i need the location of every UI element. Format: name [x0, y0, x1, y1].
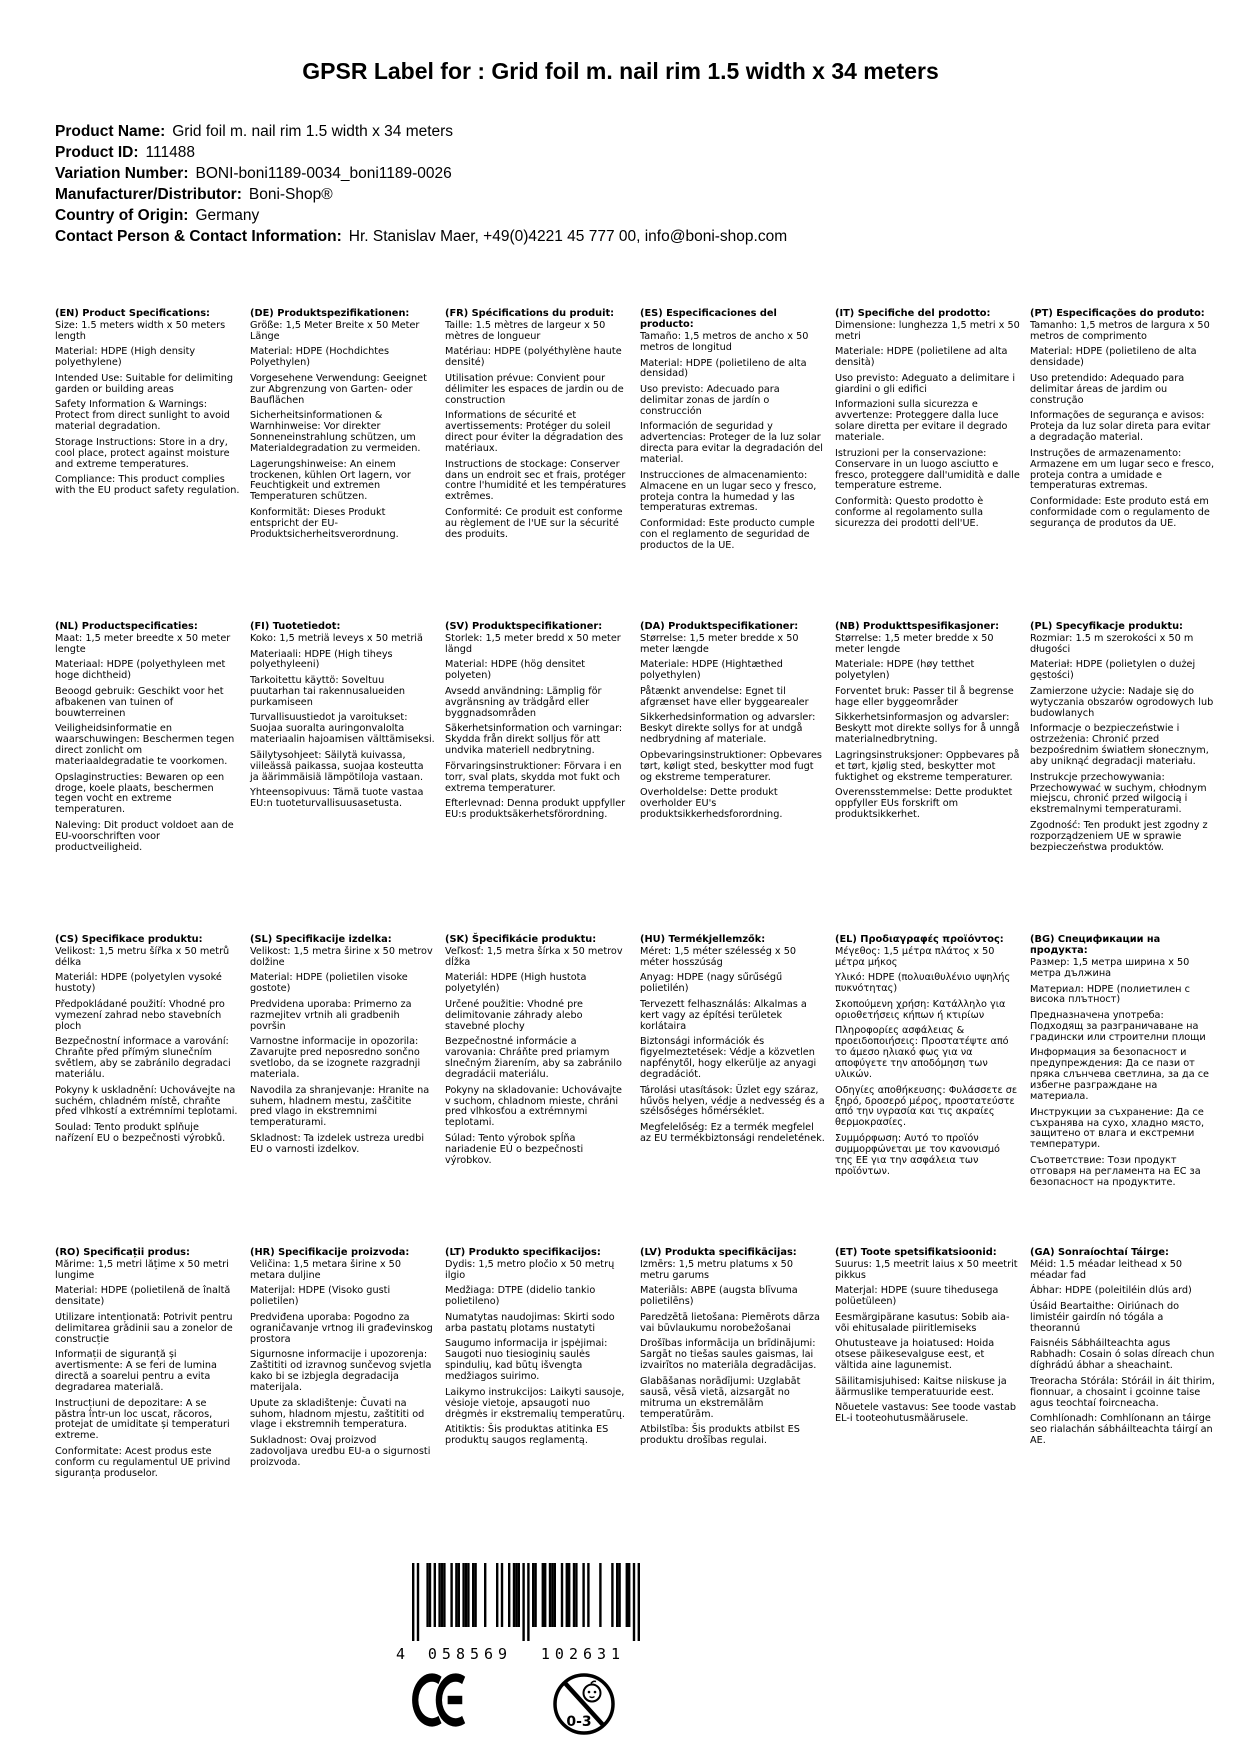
spec-paragraphs [445, 1260, 630, 1447]
spec-paragraph: Förvaringsinstruktioner: Förvara i en torr, sval plats, skydda mot fukt och extrema temperaturer. [445, 760, 622, 794]
spec-paragraph: Υλικό: HDPE (πολυαιθυλένιο υψηλής πυκνότητας) [835, 972, 1011, 995]
spec-paragraph: Konformität: Dieses Produkt entspricht der EU-Produktsicherheitsverordnung. [250, 506, 399, 540]
spec-block [1030, 934, 1215, 1247]
spec-paragraph: Инструкции за съхранение: Да се съхранява на сухо, хладно място, защитено от влага и екстремни температури. [1030, 1106, 1205, 1151]
spec-paragraph: Naleving: Dit product voldoet aan de EU-voorschriften voor productveiligheid. [55, 819, 234, 853]
product-info-label: Manufacturer/Distributor: [55, 186, 242, 203]
spec-paragraph: Informații de siguranță și avertismente: A se feri de lumina directă a soarelui pentru a evita degradarea materială. [55, 1349, 217, 1394]
spec-paragraph: Предназначена употреба: Подходящ за разграничаване на градински или строителни площи [1030, 1009, 1206, 1043]
spec-heading: (DA) Produktspecifikationer: [640, 621, 799, 632]
spec-paragraph: Instruções de armazenamento: Armazene em um lugar seco e fresco, proteja contra a umidade e temperaturas extremas. [1030, 447, 1215, 492]
spec-paragraph: Информация за безопасност и предупреждения: Да се пази от пряка слънчева светлина, за да се избегне разграждане на материала. [1030, 1047, 1210, 1103]
spec-paragraph: Informazioni sulla sicurezza e avvertenze: Proteggere dalla luce solare diretta per evitare il degrado materiale. [835, 399, 1008, 444]
spec-paragraph: Uso pretendido: Adequado para delimitar áreas de jardim ou construção [1030, 372, 1185, 406]
spec-paragraph: Navodila za shranjevanje: Hranite na suhem, hladnem mestu, zaščitite pred vlago in ekstremnimi temperaturami. [250, 1084, 430, 1129]
spec-paragraphs [445, 634, 630, 821]
spec-paragraph: Informations de sécurité et avertissements: Protéger du soleil direct pour éviter la dégradation des matériaux. [445, 410, 624, 455]
spec-paragraph: Instrukcje przechowywania: Przechowywać w suchym, chłodnym miejscu, chronić przed wilgocią i ekstremalnymi temperaturami. [1030, 771, 1207, 816]
spec-block [640, 934, 825, 1247]
spec-heading: (FI) Tuotetiedot: [250, 621, 341, 632]
product-info-label: Product Name: [55, 123, 166, 140]
spec-paragraph: Tamanho: 1,5 metros de largura x 50 metros de comprimento [1030, 320, 1210, 343]
spec-paragraph: Nõuetele vastavus: See toode vastab EL-i tooteohutusmäärusele. [835, 1402, 1017, 1424]
spec-paragraph: Megfelelőség: Ez a termék megfelel az EU termékbiztonsági rendeletének. [640, 1121, 825, 1144]
spec-block [1030, 1247, 1215, 1560]
spec-paragraph: Conformità: Questo prodotto è conforme al regolamento sulla sicurezza dei prodotti dell'UE. [835, 495, 984, 529]
spec-paragraph: Materiaali: HDPE (High tiheys polyethyleeni) [250, 648, 393, 671]
product-info-value: Germany [195, 207, 260, 224]
spec-paragraphs [1030, 321, 1215, 530]
spec-paragraph: Sukladnost: Ovaj proizvod zadovoljava uredbu EU-a o sigurnosti proizvoda. [250, 1434, 431, 1468]
spec-paragraph: Materiaal: HDPE (polyethyleen met hoge dichtheid) [55, 659, 226, 682]
spec-paragraph: Určené použitie: Vhodné pre delimitovanie záhrady alebo stavebné plochy [445, 998, 584, 1032]
barcode-digits [396, 1643, 648, 1663]
spec-paragraph: Material: HDPE (polietileno de alta densidad) [640, 357, 807, 380]
spec-paragraph: Materijal: HDPE (Visoko gusti polietilen) [250, 1285, 391, 1308]
spec-heading: (EN) Product Specifications: [55, 308, 210, 319]
barcode-digit-first: 4 [396, 1645, 406, 1663]
spec-block [640, 621, 825, 934]
spec-paragraph: Súlad: Tento výrobok spĺňa nariadenie EÚ o bezpečnosti výrobkov. [445, 1132, 584, 1166]
barcode-digit-group2: 102631 [540, 1645, 626, 1663]
spec-paragraph: Efterlevnad: Denna produkt uppfyller EU:s produktsäkerhetsförordning. [445, 797, 626, 820]
spec-paragraph: Utilisation prévue: Convient pour délimiter les espaces de jardin ou de construction [445, 372, 624, 406]
spec-block [55, 934, 240, 1247]
spec-paragraph: Съответствие: Този продукт отговаря на регламента на ЕС за безопасност на продуктите. [1030, 1154, 1201, 1188]
spec-paragraph: Material: HDPE (polietileno de alta densidade) [1030, 346, 1197, 369]
spec-paragraph: Bezpečnostní informace a varování: Chraňte před přímým slunečním světlem, aby se zabránilo degradaci materiálu. [55, 1036, 231, 1081]
spec-paragraph: Paredzētā lietošana: Piemērots dārza vai būvlaukumu norobežošanai [640, 1311, 820, 1334]
spec-paragraph: Laikymo instrukcijos: Laikyti sausoje, vėsioje vietoje, apsaugoti nuo drėgmės ir ekstremalių temperatūrų. [445, 1386, 626, 1420]
spec-paragraph: Velikost: 1,5 metru šířka x 50 metrů délka [55, 946, 230, 969]
spec-paragraphs [835, 634, 1020, 821]
spec-paragraph: Materiale: HDPE (Hightæthed polyethylen) [640, 659, 783, 682]
spec-paragraph: Materiál: HDPE (High hustota polyetylén) [445, 972, 587, 995]
age-warning-0-3-icon [552, 1663, 616, 1745]
spec-paragraph: Méret: 1,5 méter szélesség x 50 méter hosszúság [640, 946, 797, 969]
ce-mark-icon [408, 1672, 472, 1728]
spec-paragraphs [445, 321, 630, 541]
spec-block [835, 1247, 1020, 1560]
spec-paragraphs [835, 321, 1020, 530]
spec-paragraph: Istruzioni per la conservazione: Conservare in un luogo asciutto e fresco, proteggere dall'umidità e dalle temperature estreme. [835, 447, 1020, 492]
spec-paragraph: Anyag: HDPE (nagy sűrűségű polietilén) [640, 972, 783, 995]
spec-paragraph: Conformidad: Este producto cumple con el reglamento de seguridad de productos de la UE. [640, 517, 815, 551]
spec-paragraph: Upute za skladištenje: Čuvati na suhom, hladnom mjestu, zaštititi od vlage i ekstremnih temperatura. [250, 1397, 425, 1431]
spec-heading: (ET) Toote spetsifikatsioonid: [835, 1247, 997, 1258]
spec-paragraph: Påtænkt anvendelse: Egnet til afgrænset have eller byggearealer [640, 685, 809, 708]
spec-paragraph: Soulad: Tento produkt splňuje nařízení EU o bezpečnosti výrobků. [55, 1121, 226, 1144]
spec-paragraph: Materiale: HDPE (høy tetthet polyetylen) [835, 659, 975, 682]
product-info-row [55, 205, 787, 226]
spec-block [445, 621, 630, 934]
spec-paragraph: Ohutusteave ja hoiatused: Hoida otsese päikesevalguse eest, et vältida aine lagunemist. [835, 1338, 995, 1372]
product-info-row [55, 226, 787, 247]
spec-block [445, 1247, 630, 1560]
spec-paragraph: Informações de segurança e avisos: Proteja da luz solar direta para evitar a degradação material. [1030, 410, 1211, 444]
spec-paragraph: Vorgesehene Verwendung: Geeignet zur Abgrenzung von Garten- oder Bauflächen [250, 372, 427, 406]
spec-heading: (PL) Specyfikacje produktu: [1030, 621, 1183, 632]
spec-paragraph: Zgodność: Ten produkt jest zgodny z rozporządzeniem UE w sprawie bezpieczeństwa produktów. [1030, 819, 1208, 853]
spec-paragraphs [835, 947, 1020, 1178]
spec-heading: (PT) Especificações do produto: [1030, 308, 1205, 319]
spec-paragraph: Safety Information & Warnings: Protect from direct sunlight to avoid material degradation. [55, 399, 230, 433]
spec-paragraph: Größe: 1,5 Meter Breite x 50 Meter Länge [250, 320, 420, 343]
spec-paragraphs [55, 321, 240, 497]
spec-paragraph: Forventet bruk: Passer til å begrense hage eller byggeområder [835, 685, 1014, 708]
spec-paragraph: Sigurnosne informacije i upozorenja: Zaštititi od izravnog sunčevog svjetla kako bi se izbjegla degradacija materijala. [250, 1349, 432, 1394]
spec-paragraph: Sicherheitsinformationen & Warnhinweise: Vor direkter Sonneneinstrahlung schützen, um Materialdegradation zu vermeiden. [250, 410, 421, 455]
spec-paragraph: Συμμόρφωση: Αυτό το προϊόν συμμορφώνεται με τον κανονισμό της ΕΕ για την ασφάλεια των προϊόντων. [835, 1132, 1000, 1177]
spec-paragraph: Skladnost: Ta izdelek ustreza uredbi EU o varnosti izdelkov. [250, 1132, 425, 1155]
spec-paragraph: Overensstemmelse: Dette produktet oppfyller EUs forskrift om produktsikkerhet. [835, 787, 1013, 820]
product-info-row [55, 142, 787, 163]
spec-paragraph: Veličina: 1,5 metara širine x 50 metara duljine [250, 1259, 402, 1282]
product-info-value: 111488 [145, 144, 195, 161]
spec-paragraph: Beoogd gebruik: Geschikt voor het afbakenen van tuinen of bouwterreinen [55, 685, 224, 719]
spec-heading: (HR) Specifikacije proizvoda: [250, 1247, 410, 1258]
spec-paragraph: Predviđena uporaba: Pogodno za ograničavanje vrtnog ili građevinskog prostora [250, 1311, 433, 1345]
spec-paragraph: Storlek: 1,5 meter bredd x 50 meter längd [445, 633, 621, 656]
spec-heading: (EL) Προδιαγραφές προϊόντος: [835, 934, 1004, 945]
product-info-row [55, 163, 787, 184]
spec-paragraph: Säilitamisjuhised: Kaitse niiskuse ja äärmuslike temperatuuride eest. [835, 1375, 1007, 1398]
spec-paragraph: Eesmärgipärane kasutus: Sobib aia- või ehitusalade piiritlemiseks [835, 1311, 1010, 1334]
spec-paragraph: Säkerhetsinformation och varningar: Skydda från direkt solljus för att undvika materiell nedbrytning. [445, 723, 623, 757]
spec-paragraph: Pokyny na skladovanie: Uchovávajte v suchom, chladnom mieste, chráni pred vlhkosťou a extrémnymi teplotami. [445, 1084, 622, 1129]
spec-block [1030, 308, 1215, 621]
spec-paragraph: Veiligheidsinformatie en waarschuwingen: Beschermen tegen direct zonlicht om materiaaldegradatie te voorkomen. [55, 723, 235, 768]
spec-paragraph: Πληροφορίες ασφάλειας & προειδοποιήσεις: Προστατέψτε από το άμεσο ηλιακό φως για να αποφύγετε την αποδόμηση των υλικών. [835, 1025, 1009, 1081]
spec-paragraph: Instrucțiuni de depozitare: A se păstra într-un loc uscat, răcoros, protejat de umiditate și temperaturi extreme. [55, 1397, 230, 1442]
spec-paragraph: Utilizare intenționată: Potrivit pentru delimitarea grădinii sau a zonelor de construcție [55, 1311, 233, 1345]
spec-paragraph: Conformidade: Este produto está em conformidade com o regulamento de segurança de produtos da UE. [1030, 495, 1210, 529]
spec-paragraph: Información de seguridad y advertencias: Proteger de la luz solar directa para evitar la degradación del material. [640, 421, 823, 466]
spec-block [445, 308, 630, 621]
product-info-value: BONI-boni1189-0034_boni1189-0026 [195, 165, 452, 182]
spec-paragraph: Glabāšanas norādījumi: Uzglabāt sausā, vēsā vietā, aizsargāt no mitruma un ekstremālām temperatūrām. [640, 1375, 801, 1420]
spec-paragraph: Tárolási utasítások: Üzlet egy száraz, hűvös helyen, védje a nedvesség és a szélsőséges hőmérséklet. [640, 1084, 825, 1118]
spec-paragraph: Predvidena uporaba: Primerno za razmejitev vrtnih ali gradbenih površin [250, 998, 412, 1032]
spec-paragraph: Varnostne informacije in opozorila: Zavarujte pred neposredno sončno svetlobo, da se izognete razgradnji materiala. [250, 1036, 421, 1081]
spec-paragraph: Opslaginstructies: Bewaren op een droge, koele plaats, beschermen tegen vocht en extreme temperaturen. [55, 771, 225, 816]
spec-paragraph: Úsáid Beartaithe: Oiriúnach do limistéir gairdín nó tógála a theorannú [1030, 1300, 1180, 1334]
spec-paragraph: Material: HDPE (Hochdichtes Polyethylen) [250, 346, 390, 369]
spec-heading: (CS) Specifikace produktu: [55, 934, 203, 945]
spec-paragraphs [640, 1260, 825, 1447]
spec-paragraph: Pokyny k uskladnění: Uchovávejte na suchém, chladném místě, chraňte před vlhkostí a extrémními teplotami. [55, 1084, 238, 1118]
spec-paragraph: Størrelse: 1,5 meter bredde x 50 meter lengde [835, 633, 994, 656]
spec-block [835, 621, 1020, 934]
spec-paragraphs [640, 634, 825, 821]
spec-paragraph: Biztonsági információk és figyelmeztetések: Védje a közvetlen napfénytől, hogy elkerülje az anyagi degradációt. [640, 1036, 817, 1081]
spec-paragraph: Material: HDPE (High density polyethylene) [55, 346, 196, 369]
spec-paragraph: Yhteensopivuus: Tämä tuote vastaa EU:n tuoteturvallisuusasetusta. [250, 787, 424, 809]
spec-paragraphs [1030, 634, 1215, 854]
spec-paragraphs [55, 1260, 240, 1480]
spec-paragraph: Izmērs: 1,5 metru platums x 50 metru garums [640, 1259, 794, 1282]
spec-block [835, 934, 1020, 1247]
spec-paragraphs [640, 947, 825, 1145]
spec-paragraph: Treoracha Stórála: Stóráil in áit thirim, fionnuar, a chosaint i gcoinne taise agus teochtaí foircneacha. [1030, 1375, 1215, 1409]
spec-paragraph: Σκοπούμενη χρήση: Κατάλληλο για οριοθετήσεις κήπων ή κτιρίων [835, 998, 1006, 1021]
spec-heading: (NB) Produkttspesifikasjoner: [835, 621, 999, 632]
spec-paragraph: Atitiktis: Šis produktas atitinka ES produktų saugos reglamentą. [445, 1423, 609, 1446]
spec-block [1030, 621, 1215, 934]
spec-paragraph: Intended Use: Suitable for delimiting garden or building areas [55, 372, 234, 395]
spec-block [250, 308, 435, 621]
spec-heading: (LT) Produkto specifikacijos: [445, 1247, 601, 1258]
spec-paragraph: Conformitate: Acest produs este conform cu regulamentul UE privind siguranța produselor. [55, 1445, 231, 1479]
product-info-value: Hr. Stanislav Maer, +49(0)4221 45 777 00, info@boni-shop.com [348, 228, 788, 245]
product-info-row [55, 184, 787, 205]
barcode-bars [396, 1563, 648, 1643]
spec-paragraph: Rozmiar: 1.5 m szerokości x 50 m długości [1030, 633, 1194, 656]
spec-paragraph: Materiál: HDPE (polyetylen vysoké hustoty) [55, 972, 222, 995]
spec-heading: (IT) Specifiche del prodotto: [835, 308, 991, 319]
spec-paragraph: Suurus: 1,5 meetrit laius x 50 meetrit pikkus [835, 1259, 1018, 1282]
spec-block [250, 621, 435, 934]
spec-paragraph: Uso previsto: Adeguato a delimitare i giardini o gli edifici [835, 372, 1016, 395]
spec-block [640, 1247, 825, 1560]
spec-paragraph: Conformité: Ce produit est conforme au règlement de l'UE sur la sécurité des produits. [445, 506, 623, 540]
spec-paragraph: Atbilstība: Šis produkts atbilst ES produktu drošības regulai. [640, 1423, 800, 1446]
spec-paragraph: Bezpečnostné informácie a varovania: Chráňte pred priamym slnečným žiarením, aby sa zabránilo degradácii materiálu. [445, 1036, 622, 1081]
spec-paragraph: Matériau: HDPE (polyéthylène haute densité) [445, 346, 622, 369]
spec-paragraph: Informacje o bezpieczeństwie i ostrzeżenia: Chronić przed bezpośrednim światłem słonecznym, aby uniknąć degradacji materiału. [1030, 723, 1209, 768]
spec-paragraph: Velikost: 1,5 metra širine x 50 metrov dolžine [250, 946, 433, 969]
spec-heading: (LV) Produkta specifikācijas: [640, 1247, 797, 1258]
spec-paragraphs [250, 947, 435, 1156]
product-info-row [55, 121, 787, 142]
spec-paragraph: Taille: 1.5 mètres de largeur x 50 mètres de longueur [445, 320, 606, 343]
product-info-label: Country of Origin: [55, 207, 189, 224]
spec-paragraph: Tervezett felhasználás: Alkalmas a kert vagy az építési területek korlátaira [640, 998, 807, 1032]
spec-heading: (BG) Спецификации на продукта: [1030, 934, 1161, 957]
spec-paragraph: Material: HDPE (hög densitet polyeten) [445, 659, 586, 682]
spec-paragraph: Materjal: HDPE (suure tihedusega polüetüleen) [835, 1285, 999, 1308]
spec-paragraph: Lagerungshinweise: An einem trockenen, kühlen Ort lagern, vor Feuchtigkeit und extremen Temperaturen schützen. [250, 458, 411, 503]
spec-paragraph: Veľkosť: 1,5 metra šírka x 50 metrov dĺžka [445, 946, 623, 969]
spec-paragraph: Opbevaringsinstruktioner: Opbevares tørt, køligt sted, beskytter mod fugt og ekstreme temperaturer. [640, 749, 822, 783]
spec-paragraph: Lagringsinstruksjoner: Oppbevares på et tørt, kjølig sted, beskytter mot fuktighet og ekstreme temperaturer. [835, 749, 1020, 783]
spec-grid [55, 308, 1215, 1560]
spec-paragraph: Instrucciones de almacenamiento: Almacene en un lugar seco y fresco, proteja contra la humedad y las temperaturas extremas. [640, 469, 817, 514]
spec-paragraph: Koko: 1,5 metriä leveys x 50 metriä [250, 633, 423, 645]
spec-paragraph: Storage Instructions: Store in a dry, cool place, protect against moisture and extreme temperatures. [55, 436, 230, 470]
spec-paragraph: Dydis: 1,5 metro pločio x 50 metrų ilgio [445, 1259, 615, 1282]
spec-paragraph: Předpokládané použití: Vhodné pro vymezení zahrad nebo stavebních ploch [55, 998, 225, 1032]
spec-paragraph: Numatytas naudojimas: Skirti sodo arba pastatų plotams nustatyti [445, 1311, 615, 1334]
spec-paragraphs [250, 321, 435, 541]
product-info-value: Grid foil m. nail rim 1.5 width x 34 meters [172, 123, 454, 140]
spec-paragraphs [55, 947, 240, 1145]
spec-paragraph: Size: 1.5 meters width x 50 meters length [55, 320, 226, 343]
spec-heading: (SV) Produktspecifikationer: [445, 621, 603, 632]
spec-paragraph: Dimensione: lunghezza 1,5 metri x 50 metri [835, 320, 1020, 343]
spec-paragraphs [835, 1260, 1020, 1425]
spec-paragraph: Materiale: HDPE (polietilene ad alta densità) [835, 346, 1008, 369]
spec-paragraph: Materiał: HDPE (polietylen o dużej gęstości) [1030, 659, 1196, 682]
spec-paragraph: Drošības informācija un brīdinājumi: Sargāt no tiešas saules gaismas, lai izvairītos no materiāla degradācijas. [640, 1338, 817, 1372]
age-warning-text: 0-3 [566, 1714, 592, 1730]
spec-paragraphs [445, 947, 630, 1167]
spec-paragraph: Säilytysohjeet: Säilytä kuivassa, viileässä paikassa, suojaa kosteutta ja äärimmäisiä lämpötiloja vastaan. [250, 749, 424, 783]
spec-paragraph: Sikkerhetsinformasjon og advarsler: Beskytt mot direkte sollys for å unngå materialnedbrytning. [835, 712, 1020, 746]
spec-block [55, 621, 240, 934]
spec-paragraph: Material: HDPE (polietilenă de înaltă densitate) [55, 1285, 231, 1308]
barcode-digit-group1: 058569 [427, 1645, 513, 1663]
spec-heading: (GA) Sonraíochtaí Táirge: [1030, 1247, 1169, 1258]
product-info-label: Product ID: [55, 144, 139, 161]
spec-paragraphs [640, 332, 825, 552]
spec-heading: (NL) Productspecificaties: [55, 621, 198, 632]
spec-block [835, 308, 1020, 621]
product-info-label: Contact Person & Contact Information: [55, 228, 342, 245]
spec-paragraph: Mărime: 1,5 metri lățime x 50 metri lungime [55, 1259, 229, 1282]
spec-block [640, 308, 825, 621]
spec-paragraphs [250, 634, 435, 810]
barcode [396, 1563, 648, 1663]
spec-paragraph: Material: HDPE (polietilen visoke gostote) [250, 972, 408, 995]
page-title: GPSR Label for : Grid foil m. nail rim 1.5 width x 34 meters [302, 58, 939, 84]
spec-paragraph: Ábhar: HDPE (poleitiléin dlús ard) [1030, 1285, 1192, 1297]
spec-block [250, 934, 435, 1247]
spec-paragraph: Medžiaga: DTPE (didelio tankio polietileno) [445, 1285, 596, 1308]
spec-heading: (FR) Spécifications du produit: [445, 308, 615, 319]
spec-paragraphs [250, 1260, 435, 1469]
spec-heading: (HU) Termékjellemzők: [640, 934, 766, 945]
spec-paragraph: Compliance: This product complies with the EU product safety regulation. [55, 474, 240, 496]
spec-heading: (RO) Specificații produs: [55, 1247, 190, 1258]
spec-paragraph: Størrelse: 1,5 meter bredde x 50 meter længde [640, 633, 799, 656]
spec-paragraph: Tarkoitettu käyttö: Soveltuu puutarhan tai rakennusalueiden purkamiseen [250, 674, 406, 708]
spec-paragraph: Saugumo informacija ir įspėjimai: Saugoti nuo tiesioginių saulės spindulių, kad būtų išvengta medžiagos suirimo. [445, 1338, 608, 1383]
product-info [55, 121, 787, 247]
spec-paragraph: Zamierzone użycie: Nadaje się do wytyczania obszarów ogrodowych lub budowlanych [1030, 685, 1214, 719]
spec-paragraph: Instructions de stockage: Conserver dans un endroit sec et frais, protéger contre l'humidité et les températures extrêmes. [445, 458, 626, 503]
spec-paragraph: Comhlíonadh: Comhlíonann an táirge seo rialachán sábháilteachta táirgí an AE. [1030, 1413, 1213, 1446]
spec-paragraph: Méid: 1.5 méadar leithead x 50 méadar fad [1030, 1259, 1183, 1282]
spec-block [55, 308, 240, 621]
spec-paragraph: Avsedd användning: Lämplig för avgränsning av trädgård eller byggnadsområden [445, 685, 602, 719]
spec-paragraph: Materiāls: ABPE (augsta blīvuma polietilēns) [640, 1285, 798, 1308]
spec-block [55, 1247, 240, 1560]
spec-paragraph: Turvallisuustiedot ja varoitukset: Suojaa suoralta auringonvalolta materiaalin hajoamisen välttämiseksi. [250, 712, 435, 746]
spec-heading: (ES) Especificaciones del producto: [640, 308, 777, 331]
spec-block [250, 1247, 435, 1560]
spec-paragraph: Overholdelse: Dette produkt overholder EU's produktsikkerhedsforordning. [640, 787, 783, 820]
spec-paragraph: Οδηγίες αποθήκευσης: Φυλάσσετε σε ξηρό, δροσερό μέρος, προστατεύστε από την υγρασία και τις ακραίες θερμοκρασίες. [835, 1084, 1018, 1129]
spec-block [445, 934, 630, 1247]
spec-paragraph: Tamaño: 1,5 metros de ancho x 50 metros de longitud [640, 331, 809, 354]
spec-heading: (DE) Produktspezifikationen: [250, 308, 410, 319]
spec-paragraph: Faisnéis Sábháilteachta agus Rabhadh: Cosain ó solas díreach chun díghrádú ábhar a sheachaint. [1030, 1338, 1215, 1372]
spec-paragraphs [55, 634, 240, 854]
spec-paragraph: Uso previsto: Adecuado para delimitar zonas de jardín o construcción [640, 383, 780, 417]
spec-heading: (SK) Špecifikácie produktu: [445, 934, 597, 945]
spec-paragraph: Материал: HDPE (полиетилен с висока плътност) [1030, 983, 1190, 1006]
spec-heading: (SL) Specifikacije izdelka: [250, 934, 392, 945]
spec-paragraph: Μέγεθος: 1,5 μέτρα πλάτος x 50 μέτρα μήκος [835, 946, 995, 969]
product-info-label: Variation Number: [55, 165, 189, 182]
spec-paragraph: Maat: 1,5 meter breedte x 50 meter lengte [55, 633, 231, 656]
spec-paragraph: Sikkerhedsinformation og advarsler: Beskyt direkte sollys for at undgå nedbrydning af materiale. [640, 712, 816, 746]
spec-paragraphs [1030, 958, 1215, 1189]
product-info-value: Boni-Shop® [248, 186, 333, 203]
spec-paragraphs [1030, 1260, 1215, 1447]
spec-paragraph: Размер: 1,5 метра ширина x 50 метра дължина [1030, 957, 1190, 980]
